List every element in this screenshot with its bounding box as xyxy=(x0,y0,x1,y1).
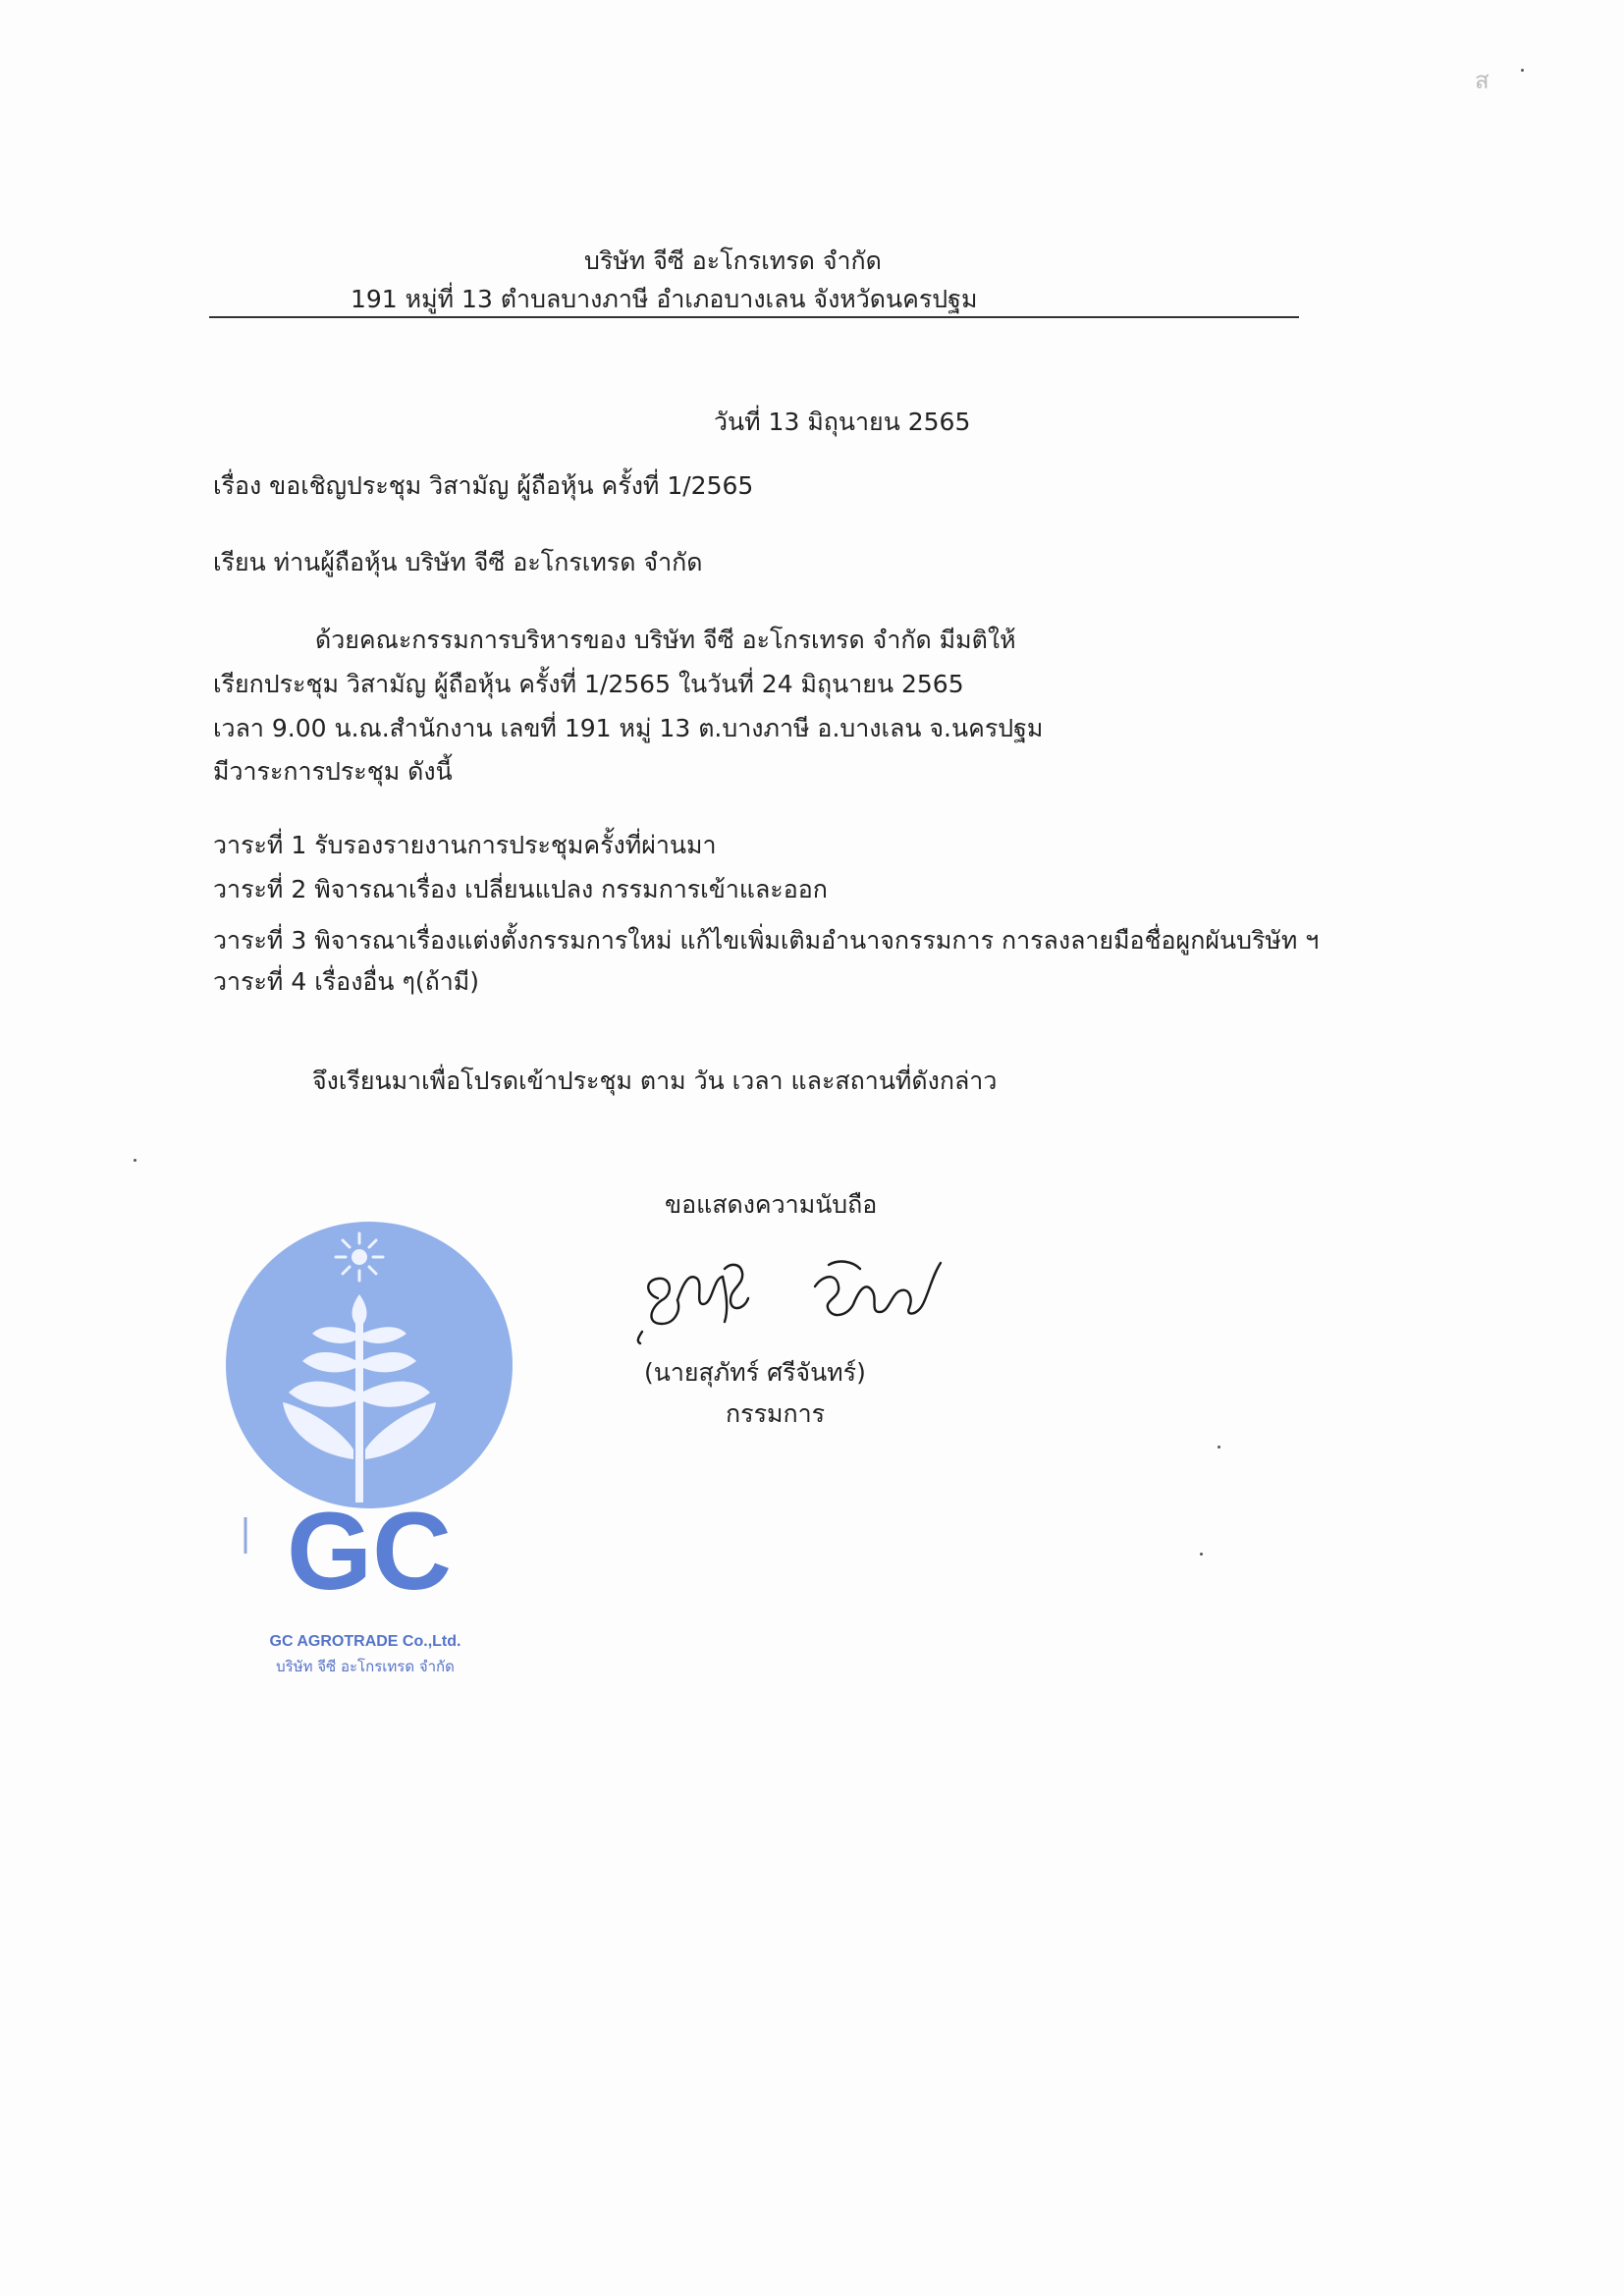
company-name: บริษัท จีซี อะโกรเทรด จำกัด xyxy=(584,246,882,275)
agenda-item: วาระที่ 4 เรื่องอื่น ๆ(ถ้ามี) xyxy=(213,967,480,996)
letter-subject: เรื่อง ขอเชิญประชุม วิสามัญ ผู้ถือหุ้น ครั้งที่ 1/2565 xyxy=(213,471,754,500)
corner-mark: ส xyxy=(1475,67,1489,94)
body-line: มีวาระการประชุม ดังนี้ xyxy=(213,757,453,786)
body-line: เวลา 9.00 น.ณ.สำนักงาน เลขที่ 191 หมู่ 13 ต.บางภาษี อ.บางเลน จ.นครปฐม xyxy=(213,714,1044,742)
scan-speck xyxy=(134,1159,136,1162)
agenda-item: วาระที่ 3 พิจารณาเรื่องแต่งตั้งกรรมการใหม่ แก้ไขเพิ่มเติมอำนาจกรรมการ การลงลายมือชื่อผูกผันบริษัท ฯ xyxy=(213,926,1320,955)
complimentary-close: ขอแสดงความนับถือ xyxy=(665,1190,878,1219)
company-seal-stamp xyxy=(206,1218,535,1689)
closing-line: จึงเรียนมาเพื่อโปรดเข้าประชุม ตาม วัน เวลา และสถานที่ดังกล่าว xyxy=(312,1066,998,1095)
signature-image xyxy=(628,1239,952,1345)
scan-speck xyxy=(1218,1446,1220,1449)
seal-company-th: บริษัท จีซี อะโกรเทรด จำกัด xyxy=(276,1658,455,1675)
letter-date: วันที่ 13 มิถุนายน 2565 xyxy=(714,408,971,436)
agenda-item: วาระที่ 1 รับรองรายงานการประชุมครั้งที่ผ่านมา xyxy=(213,831,717,859)
body-line: เรียกประชุม วิสามัญ ผู้ถือหุ้น ครั้งที่ 1/2565 ในวันที่ 24 มิถุนายน 2565 xyxy=(213,670,964,698)
body-line: ด้วยคณะกรรมการบริหารของ บริษัท จีซี อะโกรเทรด จำกัด มีมติให้ xyxy=(315,626,1016,654)
agenda-item: วาระที่ 2 พิจารณาเรื่อง เปลี่ยนแปลง กรรมการเข้าและออก xyxy=(213,875,828,903)
letter-recipient: เรียน ท่านผู้ถือหุ้น บริษัท จีซี อะโกรเทรด จำกัด xyxy=(213,548,703,576)
header-rule xyxy=(209,316,1299,318)
signatory-name: (นายสุภัทร์ ศรีจันทร์) xyxy=(644,1358,866,1387)
seal-company-en: GC AGROTRADE Co.,Ltd. xyxy=(269,1633,461,1650)
scan-speck xyxy=(1200,1553,1203,1556)
scan-speck xyxy=(1521,69,1524,72)
company-address: 191 หมู่ที่ 13 ตำบลบางภาษี อำเภอบางเลน จังหวัดนครปฐม xyxy=(351,285,978,313)
seal-logo-text: GC xyxy=(287,1490,452,1613)
signatory-title: กรรมการ xyxy=(726,1399,826,1428)
